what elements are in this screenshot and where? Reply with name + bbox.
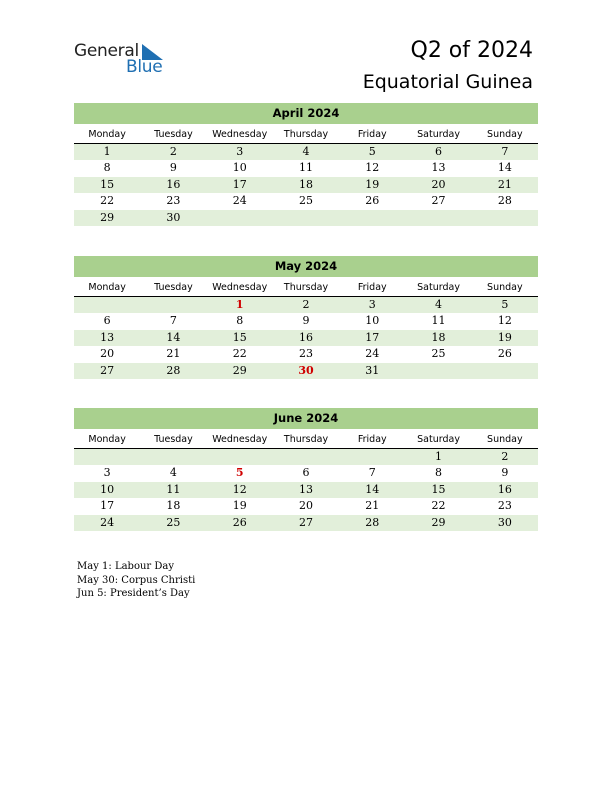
month-title: June 2024 xyxy=(74,408,538,429)
day-cell: 2 xyxy=(501,450,509,463)
day-cell: 21 xyxy=(497,177,512,191)
day-cell xyxy=(74,297,140,313)
day-cell: 3 xyxy=(368,298,376,311)
day-cell: 26 xyxy=(365,194,380,208)
weekday-label: Tuesday xyxy=(154,282,193,293)
weekday-label: Friday xyxy=(357,434,387,445)
day-cell: 24 xyxy=(365,347,380,361)
weekday-label: Monday xyxy=(88,434,126,445)
week-row xyxy=(74,330,538,346)
day-cell: 14 xyxy=(166,330,181,344)
week-row xyxy=(74,465,538,481)
day-cell: 6 xyxy=(103,314,111,328)
day-cell xyxy=(472,210,538,226)
weekday-label: Saturday xyxy=(417,129,460,140)
day-cell: 13 xyxy=(298,482,313,496)
day-cell: 27 xyxy=(100,363,115,377)
day-cell: 29 xyxy=(100,210,115,224)
day-cell: 14 xyxy=(365,482,380,496)
weekday-label: Saturday xyxy=(417,434,460,445)
day-cell: 30 xyxy=(497,515,512,529)
day-cell: 16 xyxy=(166,177,181,191)
day-cell: 19 xyxy=(497,330,512,344)
day-cell: 7 xyxy=(169,314,177,328)
day-cell: 4 xyxy=(435,298,443,311)
day-cell: 28 xyxy=(365,515,380,529)
day-cell: 7 xyxy=(501,145,509,158)
month-calendar xyxy=(74,408,538,531)
day-cell: 23 xyxy=(298,347,313,361)
day-cell: 22 xyxy=(100,194,115,208)
day-cell: 10 xyxy=(365,314,380,328)
day-cell: 12 xyxy=(365,161,380,175)
weekday-label: Sunday xyxy=(487,434,523,445)
day-cell: 28 xyxy=(166,363,181,377)
week-row xyxy=(74,177,538,193)
day-cell: 16 xyxy=(298,330,313,344)
holiday-note: May 30: Corpus Christi xyxy=(77,574,196,586)
day-cell: 2 xyxy=(169,145,177,158)
day-cell: 6 xyxy=(302,466,310,480)
weekday-label: Monday xyxy=(88,282,126,293)
day-cell xyxy=(339,210,405,226)
day-cell: 16 xyxy=(497,482,512,496)
day-cell: 20 xyxy=(298,499,313,513)
country-name: Equatorial Guinea xyxy=(362,71,533,93)
day-cell: 25 xyxy=(431,347,446,361)
weekday-header-row xyxy=(74,127,538,144)
brand-logo xyxy=(74,41,174,81)
day-cell: 26 xyxy=(497,347,512,361)
week-row xyxy=(74,482,538,498)
day-cell: 23 xyxy=(497,499,512,513)
day-cell: 8 xyxy=(435,466,443,480)
day-cell: 26 xyxy=(232,515,247,529)
day-cell: 12 xyxy=(497,314,512,328)
holiday-notes xyxy=(77,560,195,601)
weekday-label: Sunday xyxy=(487,129,523,140)
day-cell xyxy=(140,297,206,313)
month-title: May 2024 xyxy=(74,256,538,277)
day-cell: 23 xyxy=(166,194,181,208)
week-row xyxy=(74,144,538,160)
logo-blue-text: Blue xyxy=(126,57,163,77)
day-cell: 15 xyxy=(431,482,446,496)
day-cell: 17 xyxy=(232,177,247,191)
day-cell: 1 xyxy=(103,145,111,158)
day-cell: 11 xyxy=(431,314,446,328)
day-cell: 29 xyxy=(232,363,247,377)
day-cell: 19 xyxy=(365,177,380,191)
day-cell xyxy=(207,210,273,226)
holiday-note: May 1: Labour Day xyxy=(77,561,174,572)
day-cell: 30 xyxy=(298,363,314,377)
day-cell: 21 xyxy=(166,347,181,361)
page-title: Q2 of 2024 xyxy=(410,38,533,63)
week-row xyxy=(74,498,538,514)
weekday-label: Sunday xyxy=(487,282,523,293)
month-calendar xyxy=(74,103,538,226)
day-cell: 5 xyxy=(368,145,376,158)
day-cell: 20 xyxy=(100,347,115,361)
day-cell: 8 xyxy=(236,314,244,328)
week-row xyxy=(74,160,538,176)
day-cell xyxy=(273,210,339,226)
day-cell: 1 xyxy=(235,298,244,311)
day-cell: 18 xyxy=(166,499,181,513)
day-cell: 18 xyxy=(431,330,446,344)
week-row xyxy=(74,363,538,379)
day-cell: 2 xyxy=(302,298,310,311)
weekday-label: Thursday xyxy=(283,434,329,445)
day-cell: 11 xyxy=(298,161,313,175)
day-cell: 20 xyxy=(431,177,446,191)
day-cell xyxy=(140,449,206,465)
day-cell: 5 xyxy=(501,298,509,311)
day-cell: 12 xyxy=(232,482,247,496)
day-cell: 24 xyxy=(100,515,115,529)
day-cell: 4 xyxy=(302,145,310,158)
day-cell: 15 xyxy=(232,330,247,344)
week-row xyxy=(74,210,538,226)
logo-general-text: General xyxy=(74,41,139,61)
day-cell: 9 xyxy=(302,314,310,328)
day-cell: 3 xyxy=(103,466,111,480)
weekday-label: Wednesday xyxy=(212,282,268,293)
day-cell: 9 xyxy=(501,466,509,480)
day-cell: 29 xyxy=(431,515,446,529)
day-cell: 31 xyxy=(365,363,380,377)
day-cell: 14 xyxy=(497,161,512,175)
weekday-label: Thursday xyxy=(283,129,329,140)
weekday-label: Friday xyxy=(357,282,387,293)
day-cell: 28 xyxy=(497,194,512,208)
day-cell: 9 xyxy=(169,161,177,175)
day-cell: 24 xyxy=(232,194,247,208)
weekday-header-row xyxy=(74,432,538,449)
day-cell: 27 xyxy=(298,515,313,529)
weekday-label: Saturday xyxy=(417,282,460,293)
week-row xyxy=(74,313,538,329)
day-cell: 25 xyxy=(166,515,181,529)
day-cell: 22 xyxy=(431,499,446,513)
day-cell xyxy=(339,449,405,465)
day-cell: 10 xyxy=(100,482,115,496)
day-cell: 13 xyxy=(431,161,446,175)
day-cell xyxy=(207,449,273,465)
day-cell: 17 xyxy=(100,499,115,513)
day-cell: 25 xyxy=(298,194,313,208)
day-cell: 11 xyxy=(166,482,181,496)
day-cell: 5 xyxy=(235,466,244,480)
month-calendar xyxy=(74,256,538,379)
day-cell: 3 xyxy=(236,145,244,158)
day-cell: 7 xyxy=(368,466,376,480)
day-cell xyxy=(405,210,471,226)
day-cell: 4 xyxy=(169,466,177,480)
day-cell: 21 xyxy=(365,499,380,513)
day-cell: 30 xyxy=(166,210,181,224)
day-cell xyxy=(74,449,140,465)
day-cell xyxy=(472,363,538,379)
day-cell xyxy=(273,449,339,465)
day-cell: 18 xyxy=(298,177,313,191)
day-cell: 27 xyxy=(431,194,446,208)
weekday-header-row xyxy=(74,280,538,297)
day-cell: 22 xyxy=(232,347,247,361)
day-cell: 8 xyxy=(103,161,111,175)
weekday-label: Monday xyxy=(88,129,126,140)
weekday-label: Friday xyxy=(357,129,387,140)
day-cell: 13 xyxy=(100,330,115,344)
day-cell: 6 xyxy=(435,145,443,158)
weekday-label: Tuesday xyxy=(154,129,193,140)
week-row xyxy=(74,193,538,209)
day-cell: 19 xyxy=(232,499,247,513)
holiday-note: Jun 5: President’s Day xyxy=(77,588,190,600)
weekday-label: Thursday xyxy=(283,282,329,293)
week-row xyxy=(74,346,538,362)
weekday-label: Wednesday xyxy=(212,434,268,445)
weekday-label: Tuesday xyxy=(154,434,193,445)
week-row xyxy=(74,515,538,531)
weekday-label: Wednesday xyxy=(212,129,268,140)
day-cell: 10 xyxy=(232,161,247,175)
day-cell: 1 xyxy=(435,450,443,463)
day-cell xyxy=(405,363,471,379)
week-row xyxy=(74,449,538,465)
day-cell: 15 xyxy=(100,177,115,191)
day-cell: 17 xyxy=(365,330,380,344)
month-title: April 2024 xyxy=(74,103,538,124)
week-row xyxy=(74,297,538,313)
